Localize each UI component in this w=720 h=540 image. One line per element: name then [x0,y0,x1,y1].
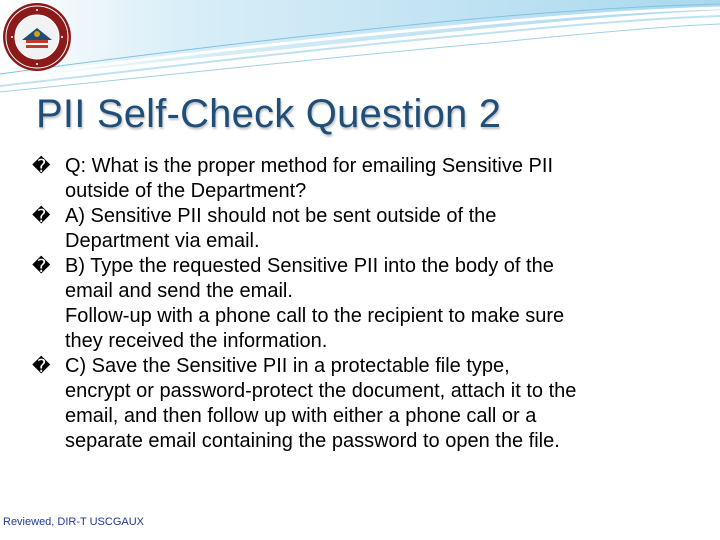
bullet-glyph: � [32,356,51,376]
question-list [32,154,702,454]
bullet-glyph: � [32,256,51,276]
answer-c-text: C) Save the Sensitive PII in a protectable file type, encrypt or password-protect the document, attach it to the email, and then follow up with either a phone call or a separate email containing the password to open the file. [65,355,577,452]
list-item-answer-a [32,204,702,254]
coast-guard-auxiliary-seal-icon [2,2,72,72]
list-item-answer-b [32,254,702,354]
answer-a-text: A) Sensitive PII should not be sent outside of the Department via email. [65,205,497,252]
footer-reviewed-note: Reviewed, DIR-T USCGAUX [3,516,144,528]
answer-b-text: B) Type the requested Sensitive PII into the body of the email and send the email. Follow-up with a phone call to the recipient to make sure they received the information. [65,255,565,352]
bullet-glyph: � [32,156,51,176]
slide-title: PII Self-Check Question 2 [36,92,502,136]
list-item-question [32,154,702,204]
list-item-answer-c [32,354,702,454]
bullet-glyph: � [32,206,51,226]
question-text: Q: What is the proper method for emailing Sensitive PII outside of the Department? [65,155,553,202]
